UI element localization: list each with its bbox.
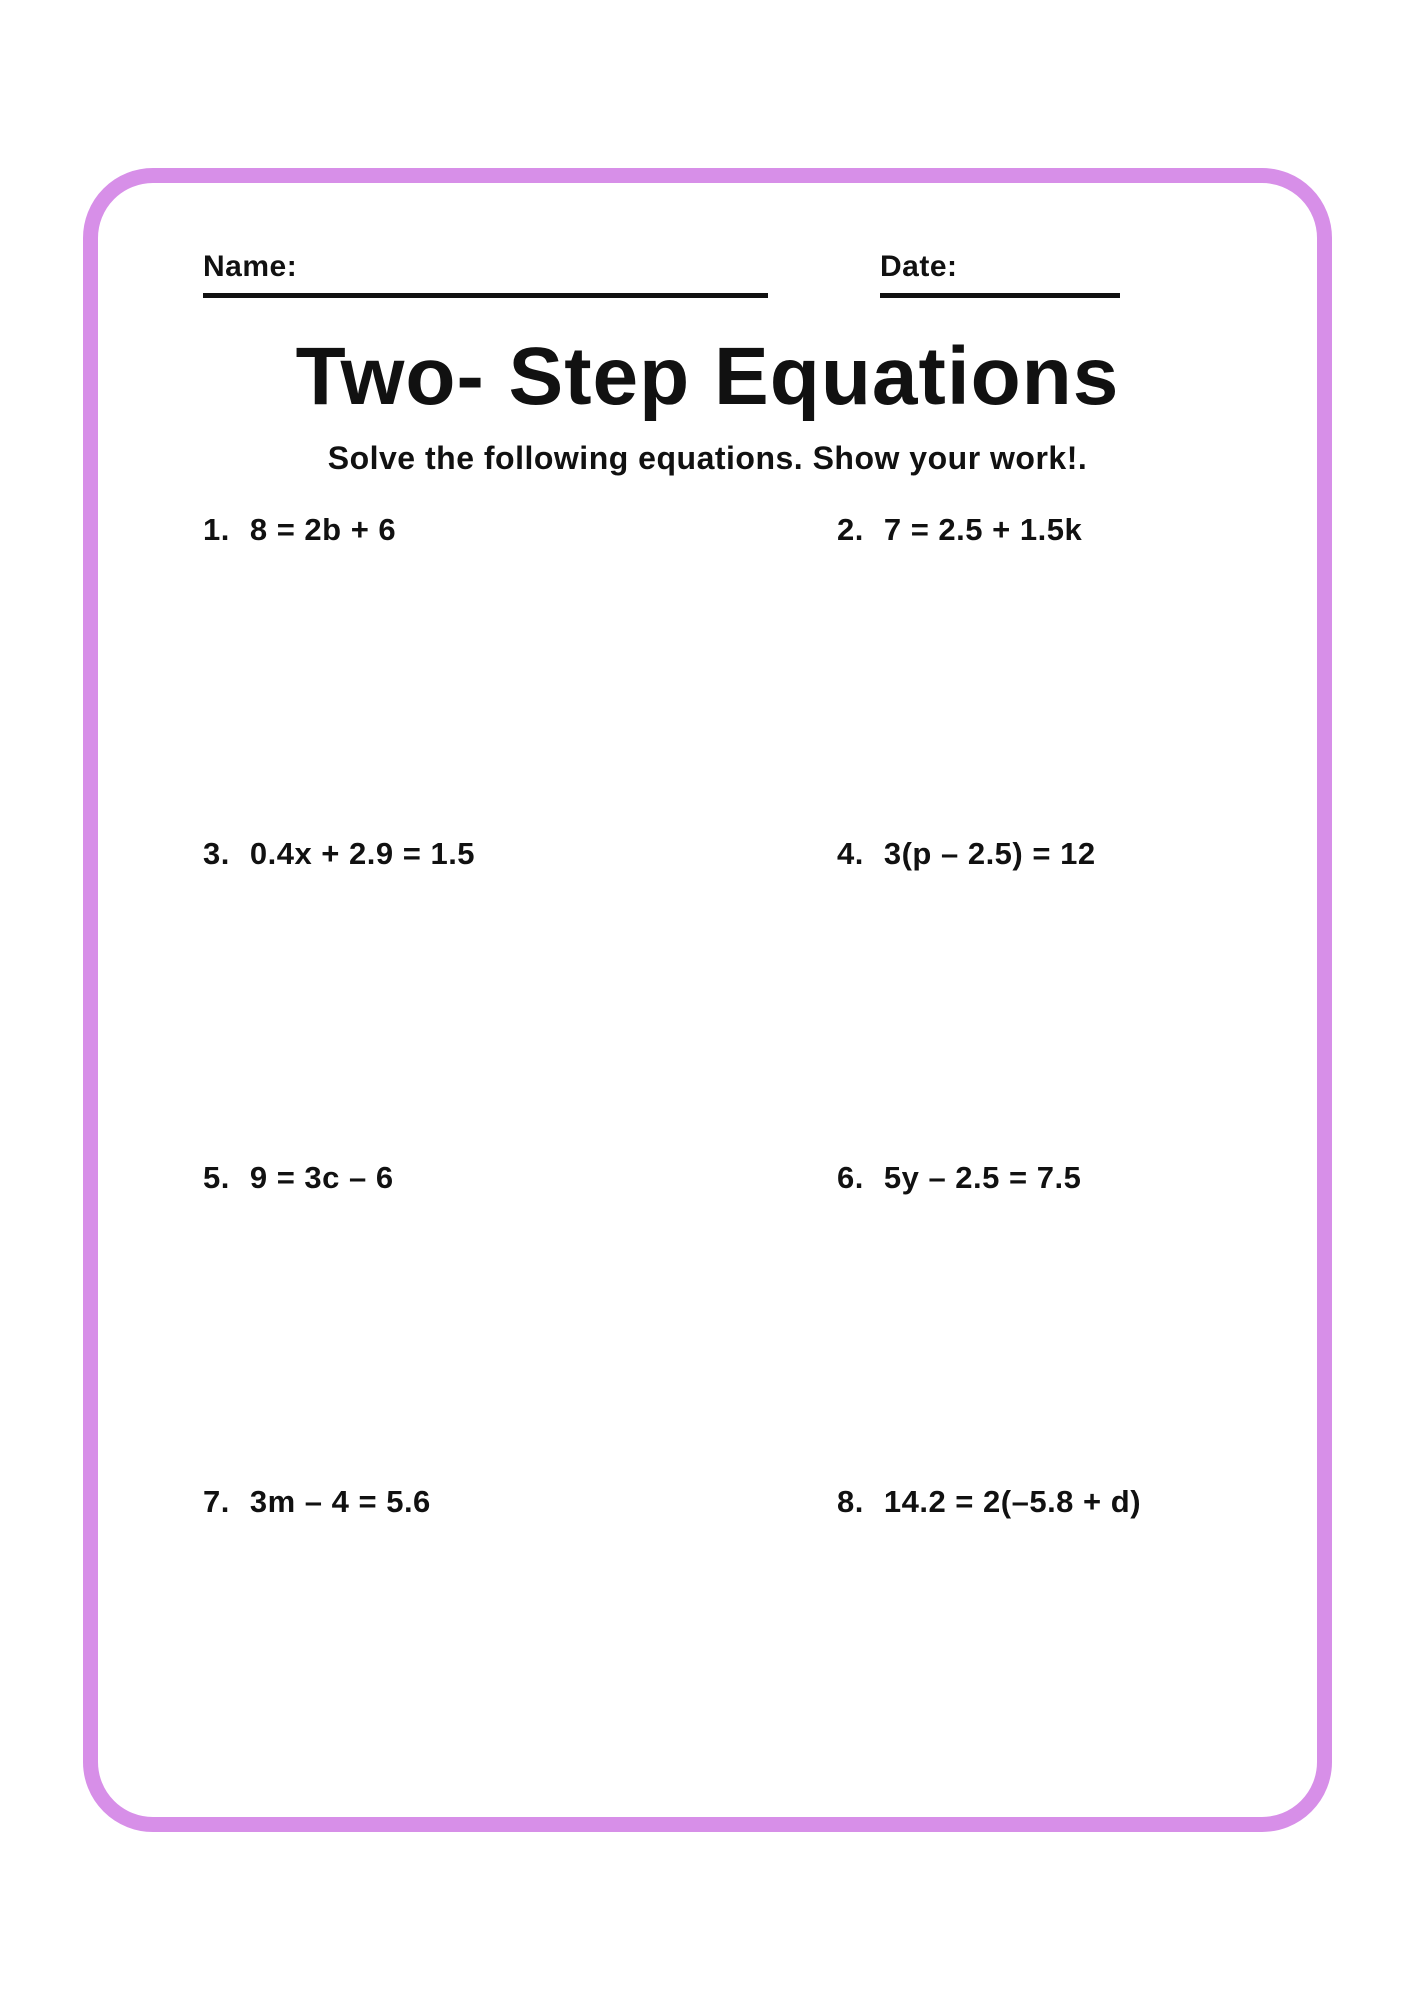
problem-number: 6. xyxy=(837,1160,864,1195)
problem-item xyxy=(837,1160,1217,1484)
problem-equation: 5y – 2.5 = 7.5 xyxy=(883,1160,1082,1195)
problem-item xyxy=(203,1484,837,1808)
worksheet-subtitle: Solve the following equations. Show your work!. xyxy=(327,440,1088,476)
problem-number: 1. xyxy=(203,512,230,547)
problem-number: 8. xyxy=(837,1484,864,1519)
problem-equation: 0.4x + 2.9 = 1.5 xyxy=(249,836,476,871)
problem-number: 4. xyxy=(837,836,864,871)
problem-item xyxy=(837,836,1217,1160)
worksheet-title: Two- Step Equations xyxy=(295,331,1120,422)
problem-item xyxy=(837,1484,1217,1808)
problem-equation: 3(p – 2.5) = 12 xyxy=(883,836,1096,871)
problem-equation: 8 = 2b + 6 xyxy=(249,512,397,547)
problem-number: 7. xyxy=(203,1484,230,1519)
problem-equation: 7 = 2.5 + 1.5k xyxy=(883,512,1083,547)
name-label: Name: xyxy=(203,250,298,283)
problem-item xyxy=(203,836,837,1160)
problem-item xyxy=(203,1160,837,1484)
date-blank-line xyxy=(880,293,1120,298)
name-blank-line xyxy=(203,293,768,298)
problems-grid xyxy=(203,512,1217,1808)
problem-number: 5. xyxy=(203,1160,230,1195)
problem-number: 3. xyxy=(203,836,230,871)
problem-number: 2. xyxy=(837,512,864,547)
problem-equation: 14.2 = 2(–5.8 + d) xyxy=(883,1484,1142,1519)
problem-equation: 9 = 3c – 6 xyxy=(249,1160,394,1195)
name-field xyxy=(203,248,768,298)
date-label: Date: xyxy=(880,250,958,283)
problem-item xyxy=(203,512,837,836)
date-field xyxy=(880,248,1120,298)
problem-equation: 3m – 4 = 5.6 xyxy=(249,1484,431,1519)
problem-item xyxy=(837,512,1217,836)
